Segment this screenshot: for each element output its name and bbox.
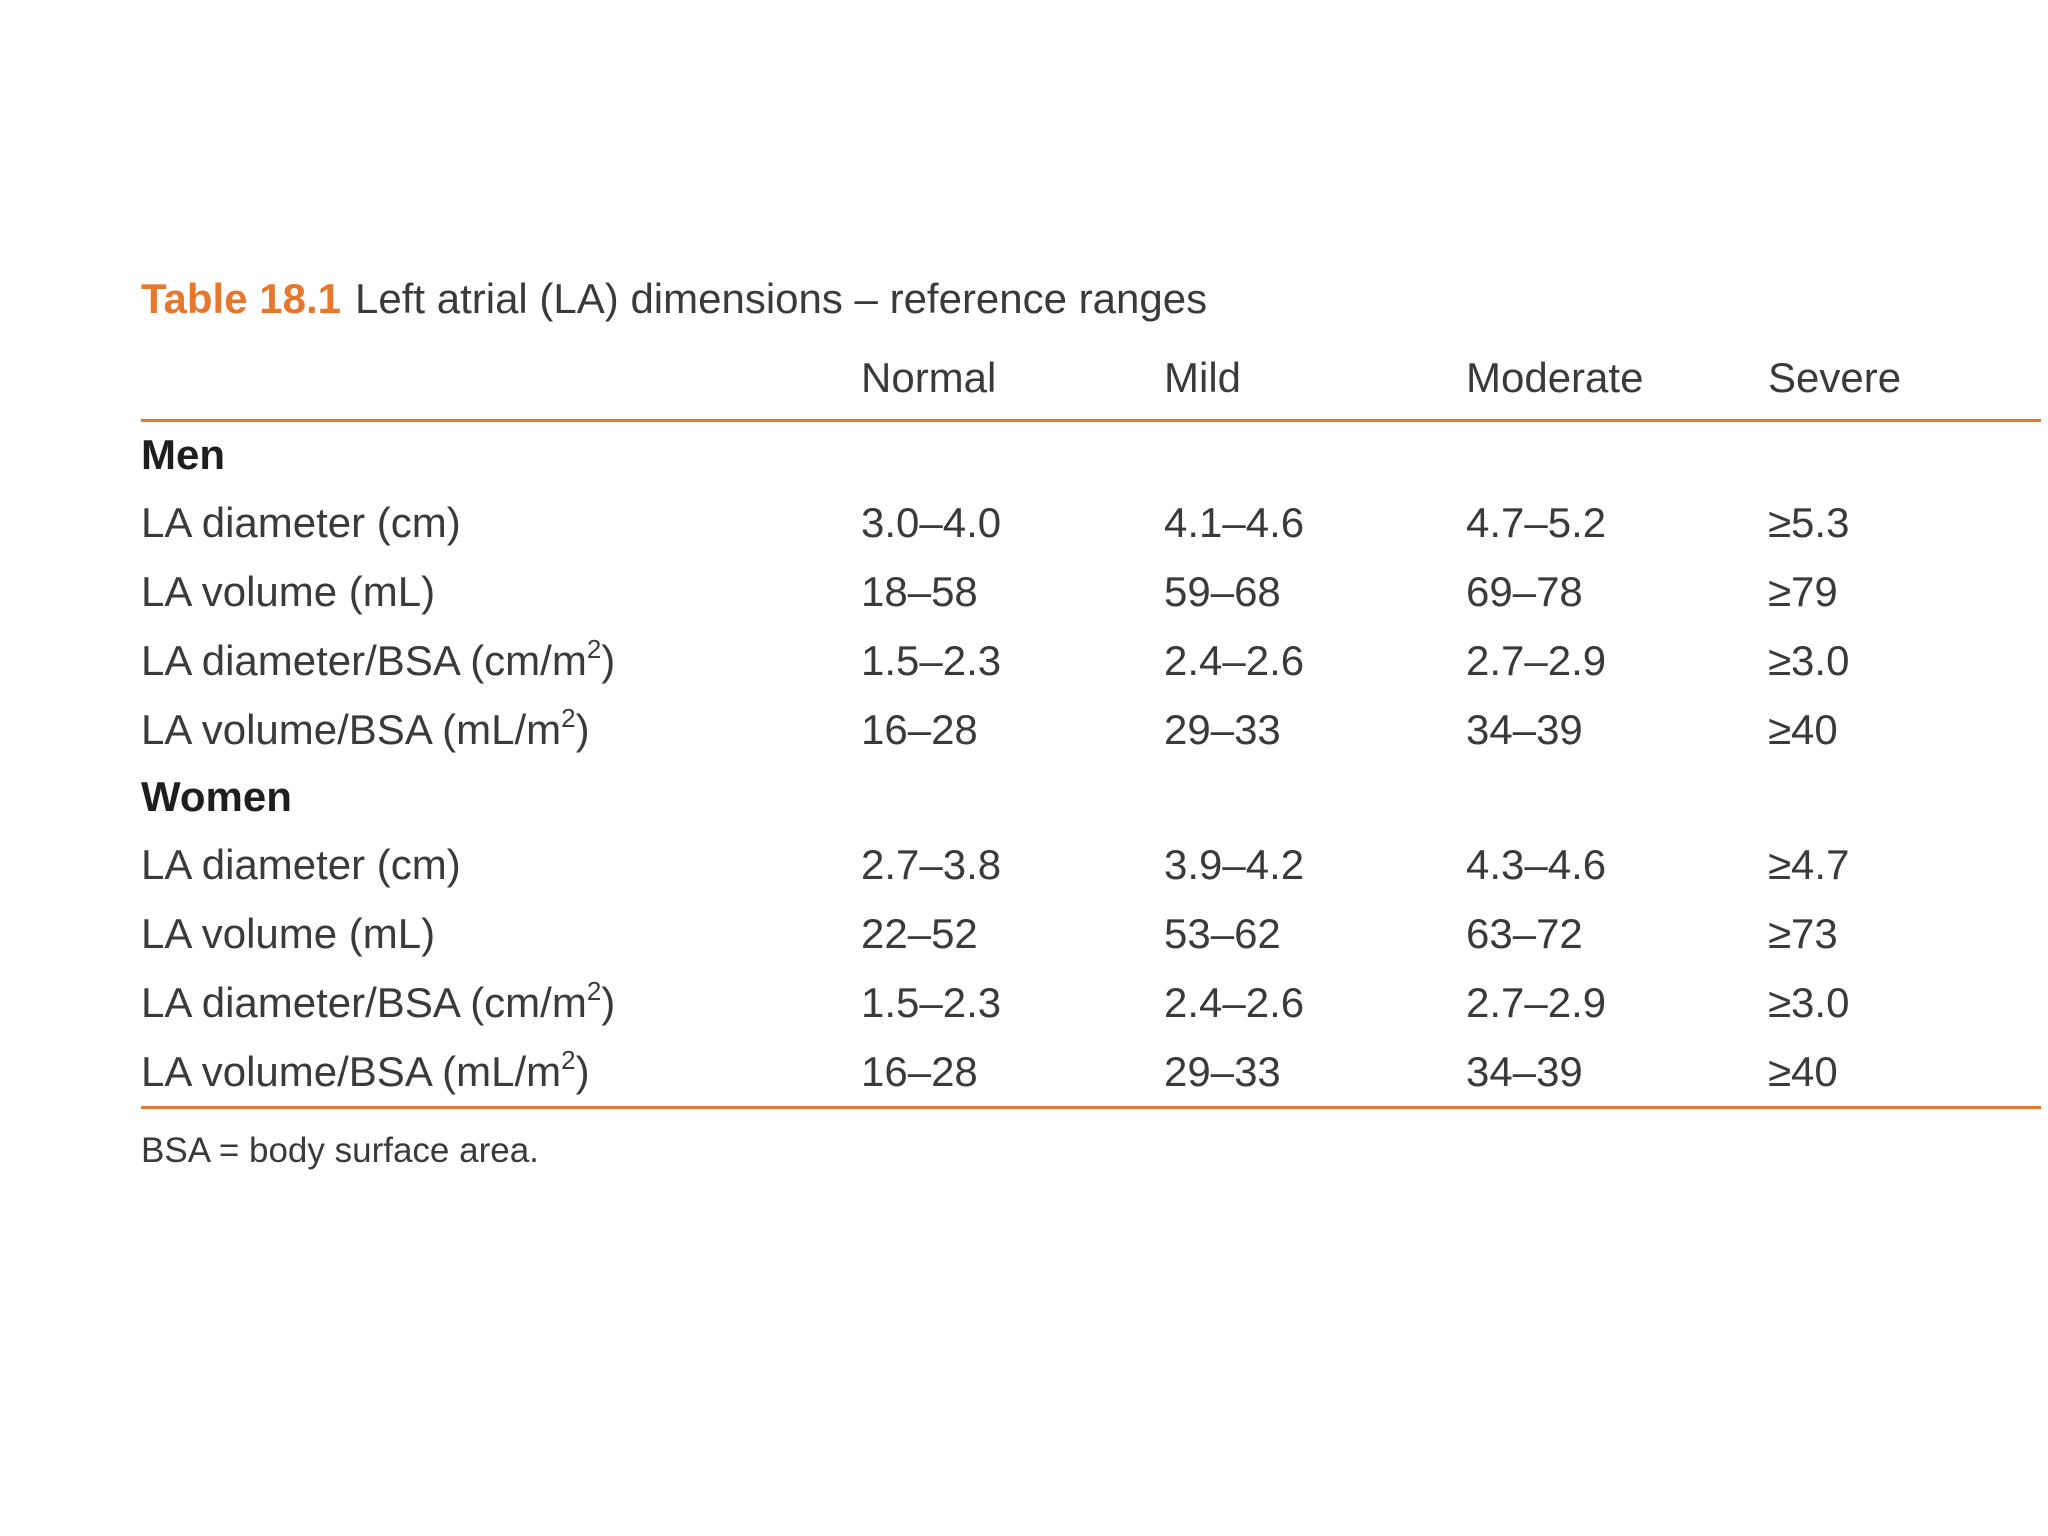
table-row xyxy=(141,557,2041,626)
cell-mild: 59–68 xyxy=(1164,567,1281,615)
cell-mild: 2.4–2.6 xyxy=(1164,636,1305,684)
group-row-women xyxy=(141,764,2041,830)
cell-moderate: 4.3–4.6 xyxy=(1466,840,1607,888)
cell-mild: 2.4–2.6 xyxy=(1164,978,1305,1026)
group-row-men xyxy=(141,421,2041,489)
cell-normal: 1.5–2.3 xyxy=(861,978,1002,1026)
cell-severe: ≥3.0 xyxy=(1768,978,1850,1026)
cell-mild: 3.9–4.2 xyxy=(1164,840,1305,888)
header-row xyxy=(141,337,2041,421)
table-caption xyxy=(141,265,2041,333)
row-label: LA diameter (cm) xyxy=(141,840,461,888)
row-label-suffix: ) xyxy=(575,1047,590,1095)
cell-moderate: 2.7–2.9 xyxy=(1466,978,1607,1026)
cell-mild: 29–33 xyxy=(1164,1037,1466,1108)
superscript: 2 xyxy=(586,633,602,664)
table-row xyxy=(141,626,2041,695)
cell-mild: 4.1–4.6 xyxy=(1164,498,1305,546)
cell-normal: 3.0–4.0 xyxy=(861,498,1002,546)
reference-table xyxy=(141,337,2041,1109)
header-cell-severe: Severe xyxy=(1768,337,2041,421)
row-label-text: LA volume/BSA (mL/m xyxy=(141,1047,562,1095)
header-cell-moderate: Moderate xyxy=(1466,337,1768,421)
cell-severe: ≥4.7 xyxy=(1768,840,1850,888)
table-row xyxy=(141,488,2041,557)
row-label: LA diameter (cm) xyxy=(141,498,461,546)
table-title: Left atrial (LA) dimensions – reference ranges xyxy=(355,275,1208,322)
group-heading: Women xyxy=(141,773,292,820)
cell-severe: ≥40 xyxy=(1768,705,1838,753)
cell-normal: 16–28 xyxy=(861,1037,1164,1108)
row-label-suffix: ) xyxy=(575,705,590,753)
cell-severe: ≥40 xyxy=(1768,1037,2041,1108)
row-label xyxy=(141,626,861,695)
cell-severe: ≥79 xyxy=(1768,567,1838,615)
cell-moderate: 63–72 xyxy=(1466,909,1583,957)
superscript: 2 xyxy=(561,702,576,733)
table-footnote: BSA = body surface area. xyxy=(141,1131,539,1170)
cell-moderate: 4.7–5.2 xyxy=(1466,498,1607,546)
row-label xyxy=(141,968,861,1037)
table-number: Table 18.1 xyxy=(141,275,341,322)
cell-moderate: 34–39 xyxy=(1466,1037,1768,1108)
cell-mild: 53–62 xyxy=(1164,909,1281,957)
row-label-text: LA diameter/BSA (cm/m xyxy=(141,978,587,1026)
header-cell-label xyxy=(141,337,861,421)
cell-severe: ≥73 xyxy=(1768,909,1838,957)
row-label-suffix: ) xyxy=(601,636,616,684)
table-row xyxy=(141,968,2041,1037)
cell-normal: 1.5–2.3 xyxy=(861,636,1002,684)
document xyxy=(141,265,2041,1171)
header-cell-mild: Mild xyxy=(1164,337,1466,421)
cell-severe: ≥3.0 xyxy=(1768,636,1850,684)
cell-severe: ≥5.3 xyxy=(1768,498,1850,546)
row-label: LA volume (mL) xyxy=(141,567,436,615)
cell-normal: 2.7–3.8 xyxy=(861,840,1002,888)
cell-normal: 22–52 xyxy=(861,909,978,957)
cell-moderate: 69–78 xyxy=(1466,567,1583,615)
row-label: LA volume (mL) xyxy=(141,909,436,957)
row-label xyxy=(141,1037,861,1108)
cell-mild: 29–33 xyxy=(1164,705,1281,753)
row-label xyxy=(141,695,861,764)
cell-normal: 16–28 xyxy=(861,705,978,753)
table-row xyxy=(141,695,2041,764)
table-row xyxy=(141,1037,2041,1108)
superscript: 2 xyxy=(561,1044,576,1075)
row-label-text: LA diameter/BSA (cm/m xyxy=(141,636,587,684)
group-heading: Men xyxy=(141,431,225,478)
row-label-suffix: ) xyxy=(601,978,616,1026)
header-cell-normal: Normal xyxy=(861,337,1164,421)
table-row xyxy=(141,899,2041,968)
row-label-text: LA volume/BSA (mL/m xyxy=(141,705,562,753)
cell-moderate: 2.7–2.9 xyxy=(1466,636,1607,684)
cell-normal: 18–58 xyxy=(861,567,978,615)
table-row xyxy=(141,830,2041,899)
cell-moderate: 34–39 xyxy=(1466,705,1583,753)
superscript: 2 xyxy=(586,975,602,1006)
